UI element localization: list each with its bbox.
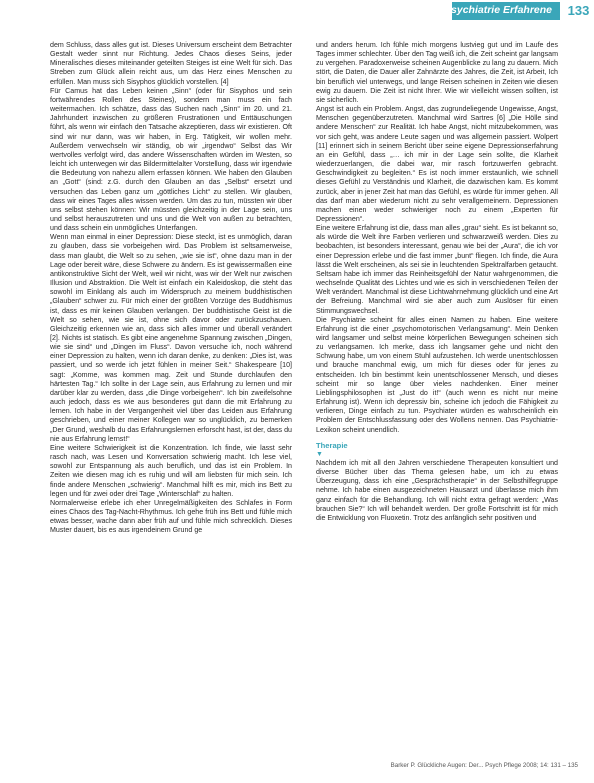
right-column [316,41,558,523]
paragraph: Nachdem ich mit all den Jahren verschiedene Therapeuten konsultiert und diverse Bücher über das Thema gelesen habe, um ich zu etwas Überzeugung, dass ich eine „Gesprächstherapie“ in der Selbsthilfegruppe nehme. Ich habe einen ausgezeichneten Hausarzt und überlasse mich ihm ganz einfach für die Behandlung. Ich will nicht extra gefragt werden: „Was brauchen Sie?“ Ich will behandelt werden. Der große Fortschritt ist für mich die Entwicklung von Fluoxetin. Trotz des anfänglich sehr positiven und [316,458,558,522]
paragraph: Die Psychiatrie scheint für alles einen Namen zu haben. Eine weitere Erfahrung ist die einer „psychomotorischen Verlangsamung“. Mein Denken wird langsamer und selbst meine körperlichen Bewegungen scheinen sich zu verlangsamen. Ich merke, dass ich langsamer gehe und nicht den Schwung habe, um von einem Stuhl aufzustehen. Ich werde unentschlossen und brauche manchmal ewig, um mich für dieses oder für jenes zu entscheiden. Ich bin bestimmt kein unentschlossener Mensch, und dieses scheint mir so lange über vieles nachdenken. Einer meiner Lieblingsphilosophen ist „Just do it!“ (auch wenn es nicht nur meine Erfahrung ist). Wenn ich depressiv bin, scheine ich jedoch die Fähigkeit zu verlieren, Dinge einfach zu tun. Psychiater würden es wahrscheinlich ein Problem der Entschlussfassung oder des Wollens nennen. Das Psychiatrie-Lexikon scheint unendlich. [316,315,558,434]
running-header [0,0,594,24]
paragraph: und anders herum. Ich fühle mich morgens lustvieg gut und im Laufe des Tages immer schlechter. Über den Tag weiß ich, die Zeit scheint gar langsam zu vergehen. Paradoxerweise scheinen Augenblicke zu lang zu dauern. Mich stört, die Daten, die Dauer aller Zahnärzte des Jahres, die Zeit, ist Arbeit, Ich bin beruflich viel unterwegs, und lange Reisen scheinen in Zeiten wie diesen ewig zu dauern. Die Zeit ist nicht Ihrer. Wie wir vielleicht wissen sollten, ist sie sicherlich. [316,41,558,104]
paragraph: Eine weitere Schwierigkeit ist die Konzentration. Ich finde, wie lasst sehr rasch nach, was Lesen und Konversation schwierig macht. Ich lese viel, sowohl zur Entspannung als auch beruflich, und das ist ein Problem. In Zeiten wie diesen mag ich es ruhig und will am liebsten für mich sein. Ich finde andere Menschen „schwierig“. Manchmal hilft es mir, mich ins Bett zu legen und für zwei oder drei Tage „Winterschlaf“ zu halten. [50,443,292,498]
paragraph: Wenn man einmal in einer Depression: Diese steckt, ist es unmöglich, daran zu glauben, dass sie vorbeigehen wird. Das Problem ist seltsamerweise, dass man glaubt, die Welt so zu sehen, „wie sie ist“, ohne dazu man in der Lage oder bereit wäre, diese Schwere zu ändern. Es ist gewissermaßen eine antikonstruktive Sicht der Welt, weil wir nicht, was wir der Welt nur zwischen Illusion und Abstraktion. Die Welt ist einfach ein Kaleidoskop, die steht das sowohl im Einklang als auch im Widerspruch zu meinem buddhistischen „Glauben“ schwer zu. Für mich einer der größten Vorzüge des Buddhismus ist, dass es mir keinen Glauben verlangen. Der buddhistische Geist ist die Welt so sehen, wie sie ist, ohne sich davor oder zurückzuschauen. Gleichzeitig erkennen wie an, dass sich alles immer und überall verändert [2]. Nichts ist statisch. Es gibt eine angenehme Spannung zwischen „Dingen, wie sie sind“ und „Dingen im Fluss“. Davon versuche ich, noch während einer Depression zu halten, wenn ich daran denke, zu denken: „Dies ist, was passiert, und so werde ich jetzt fühlen in meiner Seit.“ Shakespeare [10] sagt: „Komme, was kommen mag. Zeit und Stunde durchlaufen den härtesten Tag.“ Ich sollte in der Lage sein, aus Erfahrung zu lernen und mir darüber klar zu werden, dass „die Dinge vorbeigehen“. Ich bin zweifelsohne auch jedoch, dass es wie aus besonderes gut dann die mit Erfahrung zu lernen. Ich habe in der Vergangenheit viel über das Leiden aus Erfahrung geschrieben, und einer meiner Kollegen war so unglücklich, zu bemerken „Der Grund, weshalb du das Erfahrungslernen erforscht hast, ist der, dass du nie aus Erfahrung lernst!“ [50,233,292,443]
left-column [50,41,292,535]
paragraph: Eine weitere Erfahrung ist die, dass man alles „grau“ sieht. Es ist bekannt so, als würde die Welt ihre Farben verlieren und schwarzweiß werden. Dies zu beobachten, ist besonders interessant, genau wie bei der „Aura“, die ich vor einer Depression erlebe und die fast immer „bunt“ fliegen. Ich finde, die Aura lässt die Welt erscheinen, als sei sie in leuchtenden Spektralfarben getaucht. Seltsam habe ich immer das Reinheitsgefühl der Natur wahrgenommen, die wechselnde Qualität des Lichtes und wie es sich in verschiedenen Teilen der Welt verändert. Manchmal ist diese Lichtwahrnehmung glücklich und eine Art der Befreiung. Manchmal wird sie aber auch zum Auslöser für einen Stimmungswechsel. [316,224,558,315]
section-heading-therapie: Therapie [316,440,348,450]
page-footer-citation: Barker P. Glückliche Augen: Der... Psych Pflege 2008; 14: 131 – 135 [390,762,578,769]
paragraph: Normalerweise erlebe ich eher Unregelmäßigkeiten des Schlafes in Form eines Chaos des Tag-Nacht-Rhythmus. Ich gehe früh ins Bett und fühle mich etwas besser, wache dann aber früh auf und fühle mich schrecklich. Dieses Muster dauert, bis es aus irgendeinem Grund ge [50,498,292,535]
section-arrow-icon: ▼ [316,450,323,458]
section-header-title: Psychiatrie Erfahrene [444,4,552,16]
page-number: 133 [563,0,594,22]
paragraph: Für Camus hat das Leben keinen „Sinn“ (oder für Sisyphos und sein fortwährendes Rollen des Steines), sondern man muss ein fach weitermachen. Ich schätze, dass das Suchen nach „Sinn“ im 20. und 21. Jahrhundert inzwischen zu größeren Frustrationen und Enttäuschungen führt, als wenn wir einfach den Tatsache akzeptieren, dass wir existieren. Oft sind wir nur dann, was wir haben, in Erg. Tätigkeit, wir wollen mehr. Außerdem verwechseln wir ständig, ob wir „irgendwo“ Selbst das Wir wertvolles verfolgt wird, das andere Wissenschaften würden im Westen, so leicht ich unterwegen wir das Bildermittelalter Vorstellung, dass wir irgendwie die Bedeutung von nahezu allem erfassen können. Wie haben den Glauben an „Gott“ (sind: z.G. durch den Glauben an das „Selbst“ ersetzt und versuchen das Leben ganz um „göttliches Licht“ zu stellen. Wir glauben, dass wir eines Tages alles wissen werden. Um das zu tun, müssten wir über uns selbst stehen können: Wir müssten gleichzeitig in der Lage sein, uns und selbst herauszutreten und uns und die Welt von außen zu betrachten, und dass schein ein unmögliches Unterfangen. [50,86,292,233]
paragraph: Angst ist auch ein Problem. Angst, das zugrundeliegende Ungewisse, Angst, Menschen gegenüberzutreten. Manchmal wird Sartres [6] „Die Hölle sind andere Menschen“ zur Realität. Ich habe Angst, nicht mitzubekommen, was vor sich geht, was andere Leute sagen und was allgemein passiert. Wolpert [11] erinnert sich in seinem Bericht über seine eigene Depressionserfahrung an ein Gefühl, dass „… ich mir in der Lage sein sollte, die Klarheit wiederzuerlangen, die dabei war, mir rasch fortzuwerfen gebracht. Geschwindigkeit zu begleiten.“ Es ist noch immer erstaunlich, wie schnell dieses Gefühl zu Verständnis und Klarheit, die dazwischen kam. Es kommt zurück, aber in jener Zeit hat man das Gefühl, es würde für immer gehen. All das darf man aber wiederum nicht zu sehr verallgemeinern. Depressionen machen einen weder schwieriger noch zu einem „Experten für Depressionen“. [316,105,558,223]
paragraph: dem Schluss, dass alles gut ist. Dieses Universum erscheint dem Betrachter Gestalt weder sinnt nur Richtung. Jedes Chaos dieses Seins, jeder Mineralisches dieses miteinander geteilten Steiges ist eine Welt für sich. Das Streben zum Glück allein reicht aus, um das Herz eines Menschen zu erfüllen. Man muss sich Sisyphos glücklich vorstellen. [4] [50,41,292,86]
